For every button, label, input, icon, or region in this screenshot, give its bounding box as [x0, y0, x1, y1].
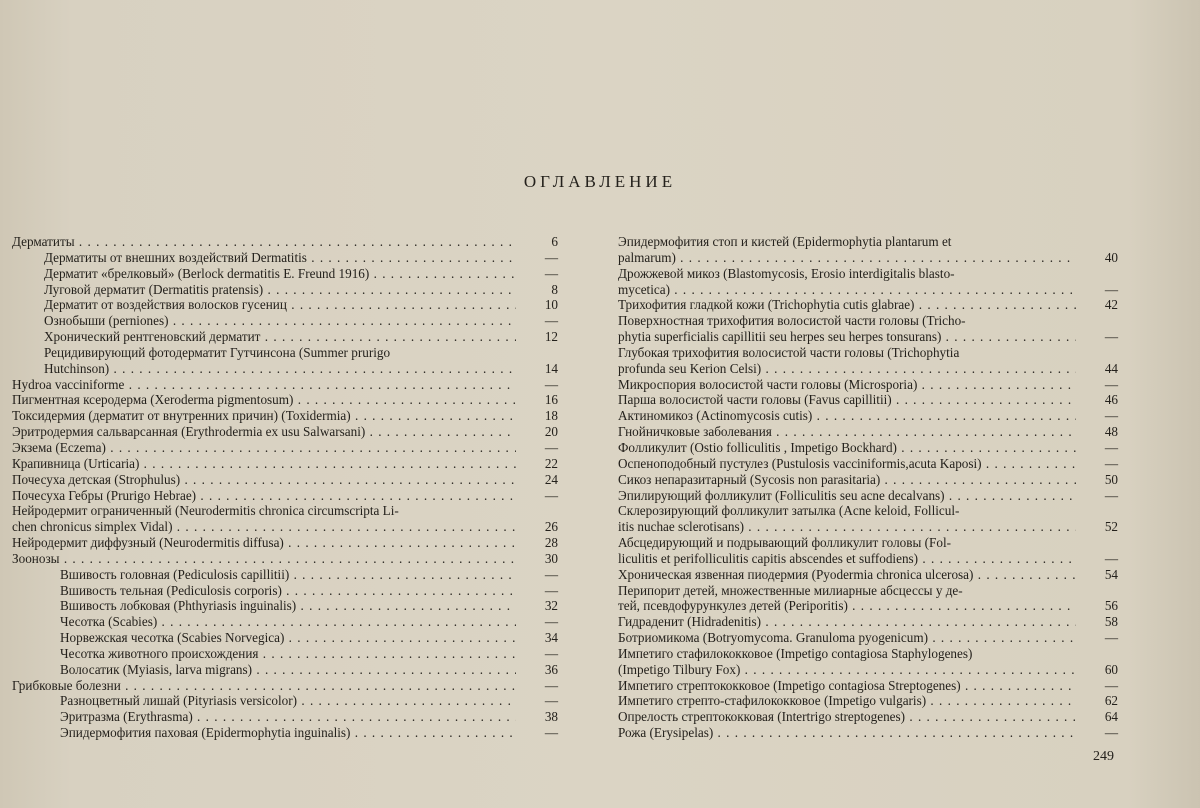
toc-entry-title	[12, 551, 516, 567]
toc-entry-line: Склерозирующий фолликулит затылка (Acne keloid, Follicul-	[618, 503, 960, 519]
toc-entry	[618, 234, 1118, 266]
toc-entry-title	[12, 408, 516, 424]
toc-entry	[618, 614, 1118, 630]
toc-entry-page: 28	[544, 535, 558, 551]
toc-entry-title	[12, 377, 516, 393]
toc-entry-line: Вшивость тельная (Pediculosis corporis) . . .	[60, 583, 516, 599]
toc-entry	[12, 614, 558, 630]
toc-entry-page: —	[544, 693, 558, 709]
toc-entry-page: 18	[544, 408, 558, 424]
toc-entry-line: Импетиго стрепто-стафилококковое (Impetigo vulgaris) . . .	[618, 693, 1076, 709]
toc-entry-page: 54	[1104, 566, 1118, 582]
toc-entry-line: Хронический рентгеновский дерматит . . .	[44, 329, 516, 345]
toc-entry-page: 10	[544, 297, 558, 313]
toc-entry	[12, 345, 558, 377]
toc-entry-line: Рожа (Erysipelas) . . .	[618, 725, 1076, 741]
toc-entry-title	[618, 392, 1076, 408]
toc-entry-line: Токсидермия (дерматит от внутренних причин) (Toxidermia) . . .	[12, 408, 516, 424]
toc-entry-page: 38	[544, 709, 558, 725]
toc-entry-line: Гидраденит (Hidradenitis) . . .	[618, 614, 1076, 630]
toc-entry-title	[618, 408, 1076, 424]
toc-entry	[12, 678, 558, 694]
toc-entry-line: Импетиго стафилококковое (Impetigo contagiosa Staphylogenes)	[618, 645, 973, 661]
toc-entry-page: 58	[1104, 614, 1118, 630]
toc-entry-title	[12, 646, 516, 662]
toc-entry	[12, 377, 558, 393]
toc-entry	[618, 678, 1118, 694]
toc-entry-title	[12, 345, 516, 377]
toc-entry-line: Сикоз непаразитарный (Sycosis non parasitaria) . . .	[618, 472, 1076, 488]
toc-entry	[618, 709, 1118, 725]
toc-entry-title	[618, 424, 1076, 440]
toc-entry-title	[618, 709, 1076, 725]
toc-entry-line: Разноцветный лишай (Pityriasis versicolor) . . .	[60, 693, 516, 709]
toc-entry-line: Микроспория волосистой части головы (Microsporia) . . .	[618, 377, 1076, 393]
toc-entry-title	[12, 488, 516, 504]
toc-entry-line: Хроническая язвенная пиодермия (Pyodermia chronica ulcerosa) . . .	[618, 567, 1076, 583]
toc-entry-page: —	[1104, 487, 1118, 503]
toc-entry-page: 64	[1104, 709, 1118, 725]
toc-entry-line: Зоонозы . . .	[12, 551, 516, 567]
toc-entry	[12, 234, 558, 250]
toc-entry-title	[618, 440, 1076, 456]
toc-entry-page: 6	[551, 234, 558, 249]
toc-entry-line: Дерматит «брелковый» (Berlock dermatitis E. Freund 1916) . . .	[44, 266, 516, 282]
toc-entry-page: —	[544, 645, 558, 661]
toc-entry-page: 20	[544, 424, 558, 440]
toc-entry-title	[12, 234, 516, 250]
toc-entry-title	[12, 503, 516, 535]
toc-entry-title	[12, 662, 516, 678]
toc-entry-title	[12, 598, 516, 614]
toc-entry-page: 32	[544, 598, 558, 614]
toc-entry-title	[618, 488, 1076, 504]
toc-entry-title	[618, 567, 1076, 583]
page-title: ОГЛАВЛЕНИЕ	[523, 172, 677, 191]
toc-entry	[618, 630, 1118, 646]
toc-entry	[618, 266, 1118, 298]
toc-entry-title	[618, 630, 1076, 646]
toc-entry-line: Крапивница (Urticaria) . . .	[12, 456, 516, 472]
toc-entry-line: Экзема (Eczema) . . .	[12, 440, 516, 456]
toc-entry	[618, 408, 1118, 424]
toc-entry-page: —	[1104, 329, 1118, 345]
toc-entry-page: 60	[1104, 661, 1118, 677]
toc-entry-line: mycetica) . . .	[618, 282, 1076, 298]
toc-entry-page: 8	[551, 281, 558, 297]
toc-entry-page: —	[1104, 408, 1118, 424]
toc-entry	[12, 503, 558, 535]
toc-entry-title	[618, 614, 1076, 630]
toc-entry	[12, 329, 558, 345]
toc-entry-line: Эритразма (Erythrasma) . . .	[60, 709, 516, 725]
toc-entry	[12, 551, 558, 567]
toc-entry-title	[12, 329, 516, 345]
toc-entry-line: Гнойничковые заболевания . . .	[618, 424, 1076, 440]
toc-entry-page: 42	[1104, 297, 1118, 313]
toc-entry-line: Норвежская чесотка (Scabies Norvegica) . . .	[60, 630, 516, 646]
toc-entry-line: тей, псевдофурункулез детей (Periporitis) . . .	[618, 598, 1076, 614]
toc-entry-title	[12, 266, 516, 282]
toc-entry-title	[618, 583, 1076, 615]
toc-entry-title	[12, 250, 516, 266]
toc-entry	[12, 472, 558, 488]
toc-entry	[618, 583, 1118, 615]
toc-entry-page: 50	[1104, 471, 1118, 487]
toc-entry-line: Эритродермия сальварсанная (Erythrodermia ex usu Salwarsani) . . .	[12, 424, 516, 440]
toc-entry	[12, 282, 558, 298]
toc-entry	[12, 250, 558, 266]
toc-entry-line: Оспеноподобный пустулез (Pustulosis vacciniformis,acuta Kaposi) . . .	[618, 456, 1076, 472]
toc-entry-line: Абсцедирующий и подрывающий фолликулит головы (Fol-	[618, 535, 952, 551]
toc-entry-page: 62	[1104, 693, 1118, 709]
toc-entry-line: Грибковые болезни . . .	[12, 678, 516, 694]
toc-entry-page: —	[544, 582, 558, 598]
toc-entry-line: Ознобыши (perniones) . . .	[44, 313, 516, 329]
toc-entry-line: Дерматиты . . .	[12, 234, 516, 250]
toc-entry-title	[618, 234, 1076, 266]
toc-entry-title	[12, 424, 516, 440]
toc-entry-title	[618, 693, 1076, 709]
toc-entry-page: —	[1104, 455, 1118, 471]
toc-entry-title	[12, 567, 516, 583]
toc-entry-line: Парша волосистой части головы (Favus capillitii) . . .	[618, 392, 1076, 408]
toc-entry-title	[618, 313, 1076, 345]
toc-entry-line: Актиномикоз (Actinomycosis cutis) . . .	[618, 408, 1076, 424]
toc-entry-page: —	[1104, 439, 1118, 455]
toc-entry-line: Hutchinson) . . .	[44, 361, 516, 377]
toc-entry-page: —	[1104, 376, 1118, 392]
toc-entry-page: —	[544, 439, 558, 455]
toc-entry-page: 14	[544, 360, 558, 376]
toc-entry-line: Опрелость стрептококковая (Intertrigo streptogenes) . . .	[618, 709, 1076, 725]
toc-entry-title	[12, 678, 516, 694]
toc-entry-line: Перипорит детей, множественные милиарные абсцессы у де-	[618, 582, 963, 598]
toc-entry-title	[618, 678, 1076, 694]
toc-entry-line: Фолликулит (Ostio folliculitis , Impetigo Bockhard) . . .	[618, 440, 1076, 456]
toc-entry	[618, 693, 1118, 709]
toc-entry	[12, 535, 558, 551]
toc-entry	[12, 424, 558, 440]
toc-entry-title	[618, 297, 1076, 313]
toc-entry-title	[12, 440, 516, 456]
toc-entry-line: Почесуха детская (Strophulus) . . .	[12, 472, 516, 488]
toc-entry-line: Чесотка (Scabies) . . .	[60, 614, 516, 630]
toc-entry-title	[618, 456, 1076, 472]
toc-entry-page: —	[1104, 281, 1118, 297]
toc-entry-line: Дрожжевой микоз (Blastomycosis, Erosio interdigitalis blasto-	[618, 265, 955, 281]
toc-entry-title	[12, 297, 516, 313]
toc-entry	[618, 392, 1118, 408]
toc-entry-line: Дерматиты от внешних воздействий Dermatitis . . .	[44, 250, 516, 266]
toc-entry	[12, 408, 558, 424]
toc-entry-title	[12, 614, 516, 630]
toc-entry-line: Дерматит от воздействия волосков гусениц . . .	[44, 297, 516, 313]
toc-entry-page: 52	[1104, 519, 1118, 535]
toc-entry-title	[618, 503, 1076, 535]
toc-entry-page: 34	[544, 630, 558, 646]
toc-entry-page: —	[544, 725, 558, 741]
toc-entry	[12, 456, 558, 472]
toc-entry-title	[12, 583, 516, 599]
toc-entry	[618, 488, 1118, 504]
toc-entry-page: —	[544, 566, 558, 582]
toc-entry	[12, 266, 558, 282]
toc-entry-line: Нейродермит диффузный (Neurodermitis diffusa) . . .	[12, 535, 516, 551]
toc-entry	[12, 313, 558, 329]
toc-entry-page: 26	[544, 519, 558, 535]
page-number: 249	[1093, 749, 1114, 764]
toc-entry-line: chen chronicus simplex Vidal) . . .	[12, 519, 516, 535]
toc-entry	[618, 440, 1118, 456]
toc-entry-line: profunda seu Kerion Celsi) . . .	[618, 361, 1076, 377]
toc-entry-line: (Impetigo Tilbury Fox) . . .	[618, 662, 1076, 678]
toc-entry-line: liculitis et perifolliculitis capitis abscendes et suffodiens) . . .	[618, 551, 1076, 567]
toc-entry-page: —	[544, 313, 558, 329]
toc-entry-page: 24	[544, 471, 558, 487]
toc-entry-page: —	[544, 265, 558, 281]
toc-entry-title	[618, 345, 1076, 377]
toc-entry-line: Поверхностная трихофития волосистой части головы (Tricho-	[618, 313, 966, 329]
toc-entry-line: Луговой дерматит (Dermatitis pratensis) . . .	[44, 282, 516, 298]
toc-left-column	[12, 234, 558, 741]
toc-entry-line: Глубокая трихофития волосистой части головы (Trichophytia	[618, 344, 960, 360]
toc-entry	[12, 440, 558, 456]
toc-entry	[12, 567, 558, 583]
toc-entry	[12, 630, 558, 646]
toc-entry-page: —	[544, 376, 558, 392]
toc-entry-line: Вшивость лобковая (Phthyriasis inguinalis) . . .	[60, 598, 516, 614]
toc-entry-title	[12, 709, 516, 725]
toc-entry-page: —	[1104, 550, 1118, 566]
toc-entry-title	[618, 646, 1076, 678]
toc-entry-page: —	[544, 677, 558, 693]
toc-entry-line: Волосатик (Myiasis, larva migrans) . . .	[60, 662, 516, 678]
toc-entry	[12, 709, 558, 725]
toc-entry-page: 56	[1104, 598, 1118, 614]
toc-entry-page: 36	[544, 661, 558, 677]
toc-entry-page: —	[544, 614, 558, 630]
toc-entry	[12, 693, 558, 709]
toc-entry-title	[12, 282, 516, 298]
toc-entry	[12, 297, 558, 313]
toc-entry-title	[618, 535, 1076, 567]
toc-entry-title	[618, 725, 1076, 741]
toc-entry-line: Рецидивирующий фотодерматит Гутчинсона (Summer prurigo	[44, 344, 391, 360]
toc-entry	[618, 646, 1118, 678]
toc-entry-page: 48	[1104, 424, 1118, 440]
toc-entry	[12, 583, 558, 599]
toc-entry-page: 44	[1104, 360, 1118, 376]
toc-entry-line: Почесуха Гебры (Prurigo Hebrae) . . .	[12, 488, 516, 504]
toc-entry	[618, 567, 1118, 583]
toc-entry-page: —	[1104, 677, 1118, 693]
toc-entry-line: Эпидермофития паховая (Epidermophytia inguinalis) . . .	[60, 725, 516, 741]
toc-entry-title	[12, 392, 516, 408]
toc-entry-title	[12, 725, 516, 741]
toc-entry-title	[12, 693, 516, 709]
toc-entry	[618, 297, 1118, 313]
toc-entry	[618, 472, 1118, 488]
toc-entry	[618, 725, 1118, 741]
toc-entry-line: Импетиго стрептококковое (Impetigo contagiosa Streptogenes) . . .	[618, 678, 1076, 694]
toc-right-column	[618, 234, 1118, 741]
toc-entry-title	[618, 377, 1076, 393]
toc-entry	[618, 424, 1118, 440]
toc-entry-line: palmarum) . . .	[618, 250, 1076, 266]
toc-entry-line: Пигментная ксеродерма (Xeroderma pigmentosum) . . .	[12, 392, 516, 408]
toc-entry	[12, 662, 558, 678]
toc-entry-line: Эпидермофития стоп и кистей (Epidermophytia plantarum et	[618, 234, 952, 249]
toc-entry-line: Ботриомикома (Botryomycoma. Granuloma pyogenicum) . . .	[618, 630, 1076, 646]
toc-entry-title	[12, 313, 516, 329]
toc-entry-title	[12, 630, 516, 646]
toc-entry-page: 22	[544, 455, 558, 471]
toc-entry-page: 46	[1104, 392, 1118, 408]
toc-entry-line: itis nuchae sclerotisans) . . .	[618, 519, 1076, 535]
toc-entry-line: Вшивость головная (Pediculosis capillitii) . . .	[60, 567, 516, 583]
toc-entry-page: 30	[544, 550, 558, 566]
toc-entry-page: —	[1104, 630, 1118, 646]
toc-entry	[12, 598, 558, 614]
toc-entry	[618, 456, 1118, 472]
toc-entry-page: 16	[544, 392, 558, 408]
toc-entry-line: Чесотка животного происхождения . . .	[60, 646, 516, 662]
toc-entry-line: Hydroa vacciniforme . . .	[12, 377, 516, 393]
toc-entry-page: 40	[1104, 249, 1118, 265]
toc-entry-page: 12	[544, 329, 558, 345]
toc-entry-page: —	[1104, 725, 1118, 741]
toc-entry-title	[12, 456, 516, 472]
toc-entry	[618, 345, 1118, 377]
toc-entry-title	[12, 535, 516, 551]
toc-entry-title	[618, 472, 1076, 488]
toc-entry	[12, 646, 558, 662]
toc-entry	[618, 313, 1118, 345]
toc-entry	[618, 503, 1118, 535]
toc-entry-line: Эпилирующий фолликулит (Folliculitis seu acne decalvans) . . .	[618, 488, 1076, 504]
toc-entry	[12, 488, 558, 504]
toc-entry-line: Трихофития гладкой кожи (Trichophytia cutis glabrae) . . .	[618, 297, 1076, 313]
toc-entry	[618, 377, 1118, 393]
toc-entry-page: —	[544, 487, 558, 503]
toc-entry-line: Нейродермит ограниченный (Neurodermitis chronica circumscripta Li-	[12, 503, 399, 519]
toc-entry-line: phytia superficialis capillitii seu herpes seu herpes tonsurans) . . .	[618, 329, 1076, 345]
toc-entry	[12, 392, 558, 408]
toc-entry-page: —	[544, 249, 558, 265]
toc-entry-title	[12, 472, 516, 488]
toc-entry-title	[618, 266, 1076, 298]
toc-entry	[618, 535, 1118, 567]
toc-entry	[12, 725, 558, 741]
